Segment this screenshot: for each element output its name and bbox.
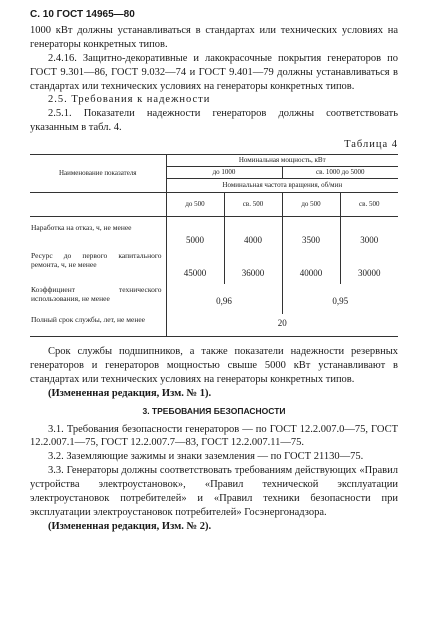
row-label: Полный срок службы, лет, не менее <box>30 314 166 336</box>
cell-value: 3500 <box>282 216 340 250</box>
cell-value: 0,95 <box>332 296 349 307</box>
row-label: Коэффициент технического использования, не менее <box>30 284 166 314</box>
paragraph: 2.5.1. Показатели надежности генераторов должны соответствовать указанным в табл. 4. <box>30 108 398 134</box>
cell-value: 30000 <box>358 268 381 279</box>
table-power-header: Номинальная мощность, кВт <box>166 154 398 166</box>
cell-value: 3000 <box>360 234 379 245</box>
section-heading: 3. ТРЕБОВАНИЯ БЕЗОПАСНОСТИ <box>142 406 286 417</box>
paragraph: 3.2. Заземляющие зажимы и знаки заземления — по ГОСТ 21130—75. <box>48 451 364 463</box>
table-row <box>30 250 398 284</box>
cell-value: 45000 <box>166 250 224 284</box>
paragraph: 1000 кВт должны устанавливаться в стандартах или технических условиях на генераторы конкретных типов. <box>30 25 398 51</box>
cell-value: 36000 <box>224 250 282 284</box>
paragraph: 3.3. Генераторы должны соответствовать требованиям действующих «Правил устройства электроустановок», «Правил технической эксплуатации электроустановок потребителей» и «Правил техники безопасности при эксплуатации электроустановок потребителей» Госэнергонадзора. <box>30 465 398 518</box>
table-range: св. 1000 до 5000 <box>282 166 398 178</box>
cell-value: 40000 <box>282 250 340 284</box>
cell-value: 20 <box>277 318 287 329</box>
paragraph: Срок службы подшипников, а также показатели надежности резервных генераторов и генераторов мощностью свыше 5000 кВт устанавливают в стандартах или технических условиях на генераторы конкретных типов. <box>30 345 398 385</box>
table-col-name: Наименование показателя <box>30 154 166 192</box>
table-row <box>30 216 398 250</box>
cell-value: 5000 <box>166 216 224 250</box>
page <box>30 8 398 533</box>
table-subheader: до 500 <box>166 192 224 216</box>
table-range: до 1000 <box>166 166 282 178</box>
table-subheader: св. 500 <box>340 192 398 216</box>
table-caption: Таблица 4 <box>344 139 398 151</box>
table-subheader: до 500 <box>282 192 340 216</box>
table-subheader: св. 500 <box>224 192 282 216</box>
amendment-note: (Измененная редакция, Изм. № 2). <box>48 520 212 532</box>
reliability-table <box>30 154 398 337</box>
subheading: 2.5. Требования к надежности <box>48 94 211 106</box>
table-speed-header: Номинальная частота вращения, об/мин <box>166 178 398 192</box>
paragraph: 3.1. Требования безопасности генераторов — по ГОСТ 12.2.007.0—75, ГОСТ 12.2.007.1—75, ГОСТ 12.2.007.7—83, ГОСТ 12.2.007.11—75. <box>30 423 398 449</box>
cell-value: 4000 <box>224 216 282 250</box>
table-row <box>30 314 398 336</box>
table-row <box>30 284 398 314</box>
page-header: С. 10 ГОСТ 14965—80 <box>30 9 135 20</box>
amendment-note: (Измененная редакция, Изм. № 1). <box>48 387 212 399</box>
cell-value: 0,96 <box>166 284 282 314</box>
row-label: Наработка на отказ, ч, не менее <box>30 216 166 250</box>
row-label: Ресурс до первого капитального ремонта, ч, не менее <box>30 250 166 284</box>
paragraph: 2.4.16. Защитно-декоративные и лакокрасочные покрытия генераторов по ГОСТ 9.301—86, ГОСТ 9.032—74 и ГОСТ 9.401—79 должны устанавливаться в стандартах или технических условиях на генераторы конкретных типов. <box>30 52 398 92</box>
